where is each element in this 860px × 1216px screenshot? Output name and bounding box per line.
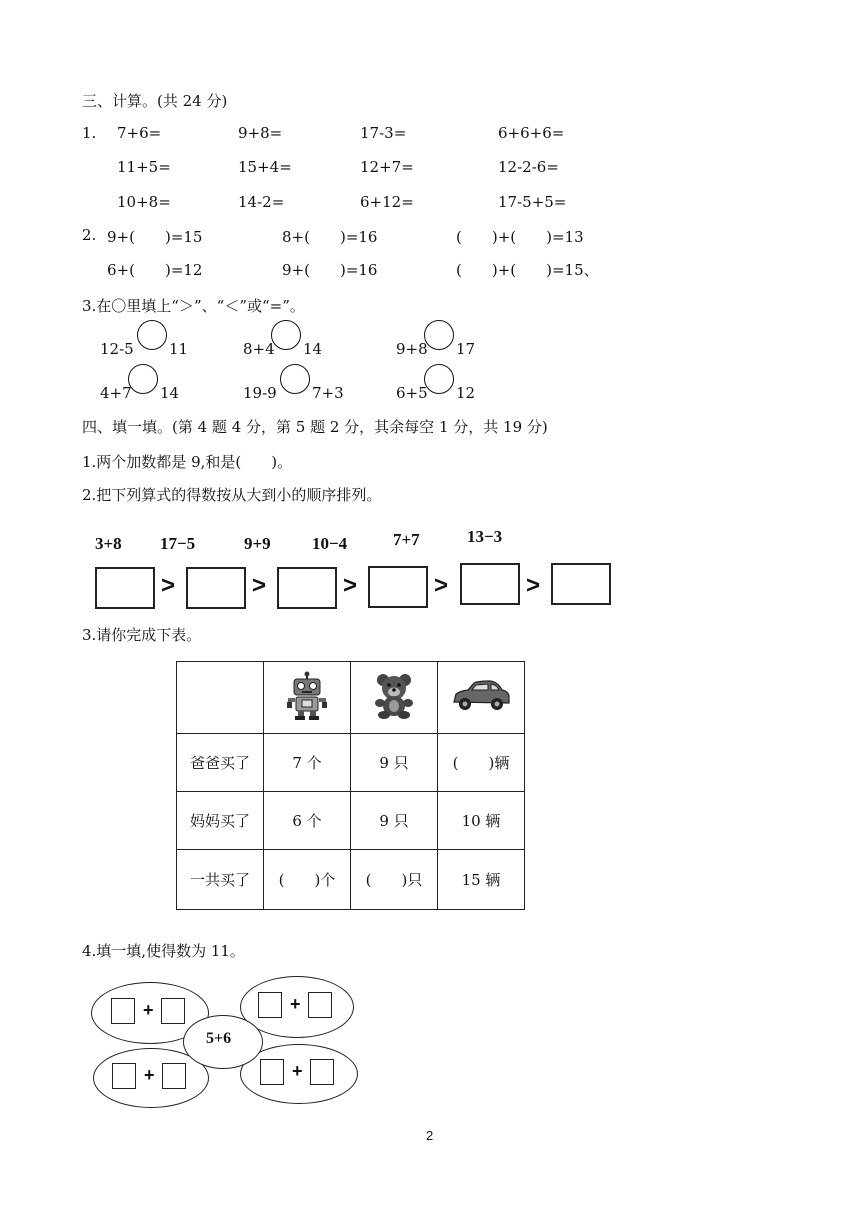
table-corner-cell	[177, 662, 264, 734]
table-cell: 10 辆	[438, 792, 525, 850]
calc-expression: 11+5=	[117, 158, 171, 176]
compare-question-title: 3.在〇里填上“＞”、“＜”或“=”。	[82, 297, 305, 315]
calc-expression: 15+4=	[238, 158, 292, 176]
table-row	[177, 792, 525, 850]
compare-circle[interactable]	[280, 364, 310, 394]
table-question-title: 3.请你完成下表。	[82, 626, 202, 644]
bear-header-cell	[351, 662, 438, 734]
compare-left: 12-5	[100, 340, 134, 358]
center-expression: 5+6	[206, 1030, 232, 1047]
compare-left: 8+4	[243, 340, 275, 358]
toy-car-icon	[450, 678, 512, 714]
table-row	[177, 850, 525, 910]
table-cell: 6 个	[264, 792, 351, 850]
plus-sign: +	[292, 1061, 303, 1081]
greater-than-sign: >	[526, 572, 541, 599]
calc-expression: 10+8=	[117, 193, 171, 211]
order-expression: 7+7	[393, 530, 420, 549]
addend-box[interactable]	[258, 992, 282, 1018]
compare-left: 9+8	[396, 340, 428, 358]
page-number: 2	[426, 1128, 434, 1143]
compare-right: 12	[456, 384, 476, 402]
fill-blank-expression[interactable]: ( )+( )=13	[456, 228, 584, 246]
table-cell: 9 只	[351, 734, 438, 792]
order-expression: 3+8	[95, 534, 122, 553]
compare-right: 14	[303, 340, 323, 358]
compare-right: 11	[169, 340, 189, 358]
answer-box[interactable]	[186, 567, 246, 609]
greater-than-sign: >	[161, 572, 176, 599]
plus-sign: +	[143, 1000, 154, 1020]
section-3-title: 三、计算。(共 24 分)	[82, 92, 228, 110]
section-4-title: 四、填一填。(第 4 题 4 分，第 5 题 2 分，其余每空 1 分，共 19 分)	[82, 418, 548, 436]
fill-blank-expression[interactable]: ( )+( )=15、	[456, 261, 599, 279]
compare-left: 19-9	[243, 384, 277, 402]
table-cell: ( )辆	[438, 734, 525, 792]
table-cell: 7 个	[264, 734, 351, 792]
calc-expression: 6+6+6=	[498, 124, 565, 142]
plus-sign: +	[290, 994, 301, 1014]
greater-than-sign: >	[252, 572, 267, 599]
order-expression: 17−5	[160, 534, 196, 553]
calc-expression: 17-3=	[360, 124, 407, 142]
question-number: 1.	[82, 124, 97, 142]
order-question-title: 2.把下列算式的得数按从大到小的顺序排列。	[82, 486, 382, 504]
addend-box[interactable]	[310, 1059, 334, 1085]
table-cell: ( )只	[351, 850, 438, 910]
fill-blank-expression[interactable]: 9+( )=15	[107, 228, 203, 246]
addend-question-title: 4.填一填,使得数为 11。	[82, 942, 245, 960]
greater-than-sign: >	[434, 572, 449, 599]
greater-than-sign: >	[343, 572, 358, 599]
compare-circle[interactable]	[137, 320, 167, 350]
plus-sign: +	[144, 1065, 155, 1085]
addend-box[interactable]	[308, 992, 332, 1018]
teddy-bear-icon	[374, 673, 414, 719]
table-cell: ( )个	[264, 850, 351, 910]
order-expression: 13−3	[467, 527, 503, 546]
fill-blank-expression[interactable]: 6+( )=12	[107, 261, 203, 279]
fill-blank-expression[interactable]: 8+( )=16	[282, 228, 378, 246]
addend-box[interactable]	[161, 998, 185, 1024]
addend-box[interactable]	[162, 1063, 186, 1089]
robot-icon	[285, 671, 329, 721]
answer-box[interactable]	[551, 563, 611, 605]
sum-question: 1.两个加数都是 9,和是( )。	[82, 453, 293, 471]
calc-expression: 7+6=	[117, 124, 162, 142]
answer-box[interactable]	[277, 567, 337, 609]
compare-right: 17	[456, 340, 476, 358]
calc-expression: 12-2-6=	[498, 158, 559, 176]
table-cell: 一共买了	[177, 850, 264, 910]
compare-circle[interactable]	[424, 364, 454, 394]
compare-right: 7+3	[312, 384, 344, 402]
table-cell: 9 只	[351, 792, 438, 850]
answer-box[interactable]	[460, 563, 520, 605]
compare-circle[interactable]	[128, 364, 158, 394]
compare-left: 6+5	[396, 384, 428, 402]
calc-expression: 17-5+5=	[498, 193, 567, 211]
table-row	[177, 734, 525, 792]
calc-expression: 9+8=	[238, 124, 283, 142]
addend-box[interactable]	[112, 1063, 136, 1089]
purchase-table	[176, 661, 525, 910]
table-cell: 爸爸买了	[177, 734, 264, 792]
answer-box[interactable]	[368, 566, 428, 608]
order-expression: 10−4	[312, 534, 348, 553]
fill-blank-expression[interactable]: 9+( )=16	[282, 261, 378, 279]
question-number: 2.	[82, 226, 97, 244]
calc-expression: 14-2=	[238, 193, 285, 211]
addend-box[interactable]	[260, 1059, 284, 1085]
compare-circle[interactable]	[424, 320, 454, 350]
addend-box[interactable]	[111, 998, 135, 1024]
answer-box[interactable]	[95, 567, 155, 609]
compare-circle[interactable]	[271, 320, 301, 350]
order-expression: 9+9	[244, 534, 271, 553]
table-cell: 15 辆	[438, 850, 525, 910]
robot-header-cell	[264, 662, 351, 734]
calc-expression: 12+7=	[360, 158, 414, 176]
compare-left: 4+7	[100, 384, 132, 402]
table-cell: 妈妈买了	[177, 792, 264, 850]
car-header-cell	[438, 662, 525, 734]
compare-right: 14	[160, 384, 180, 402]
calc-expression: 6+12=	[360, 193, 414, 211]
